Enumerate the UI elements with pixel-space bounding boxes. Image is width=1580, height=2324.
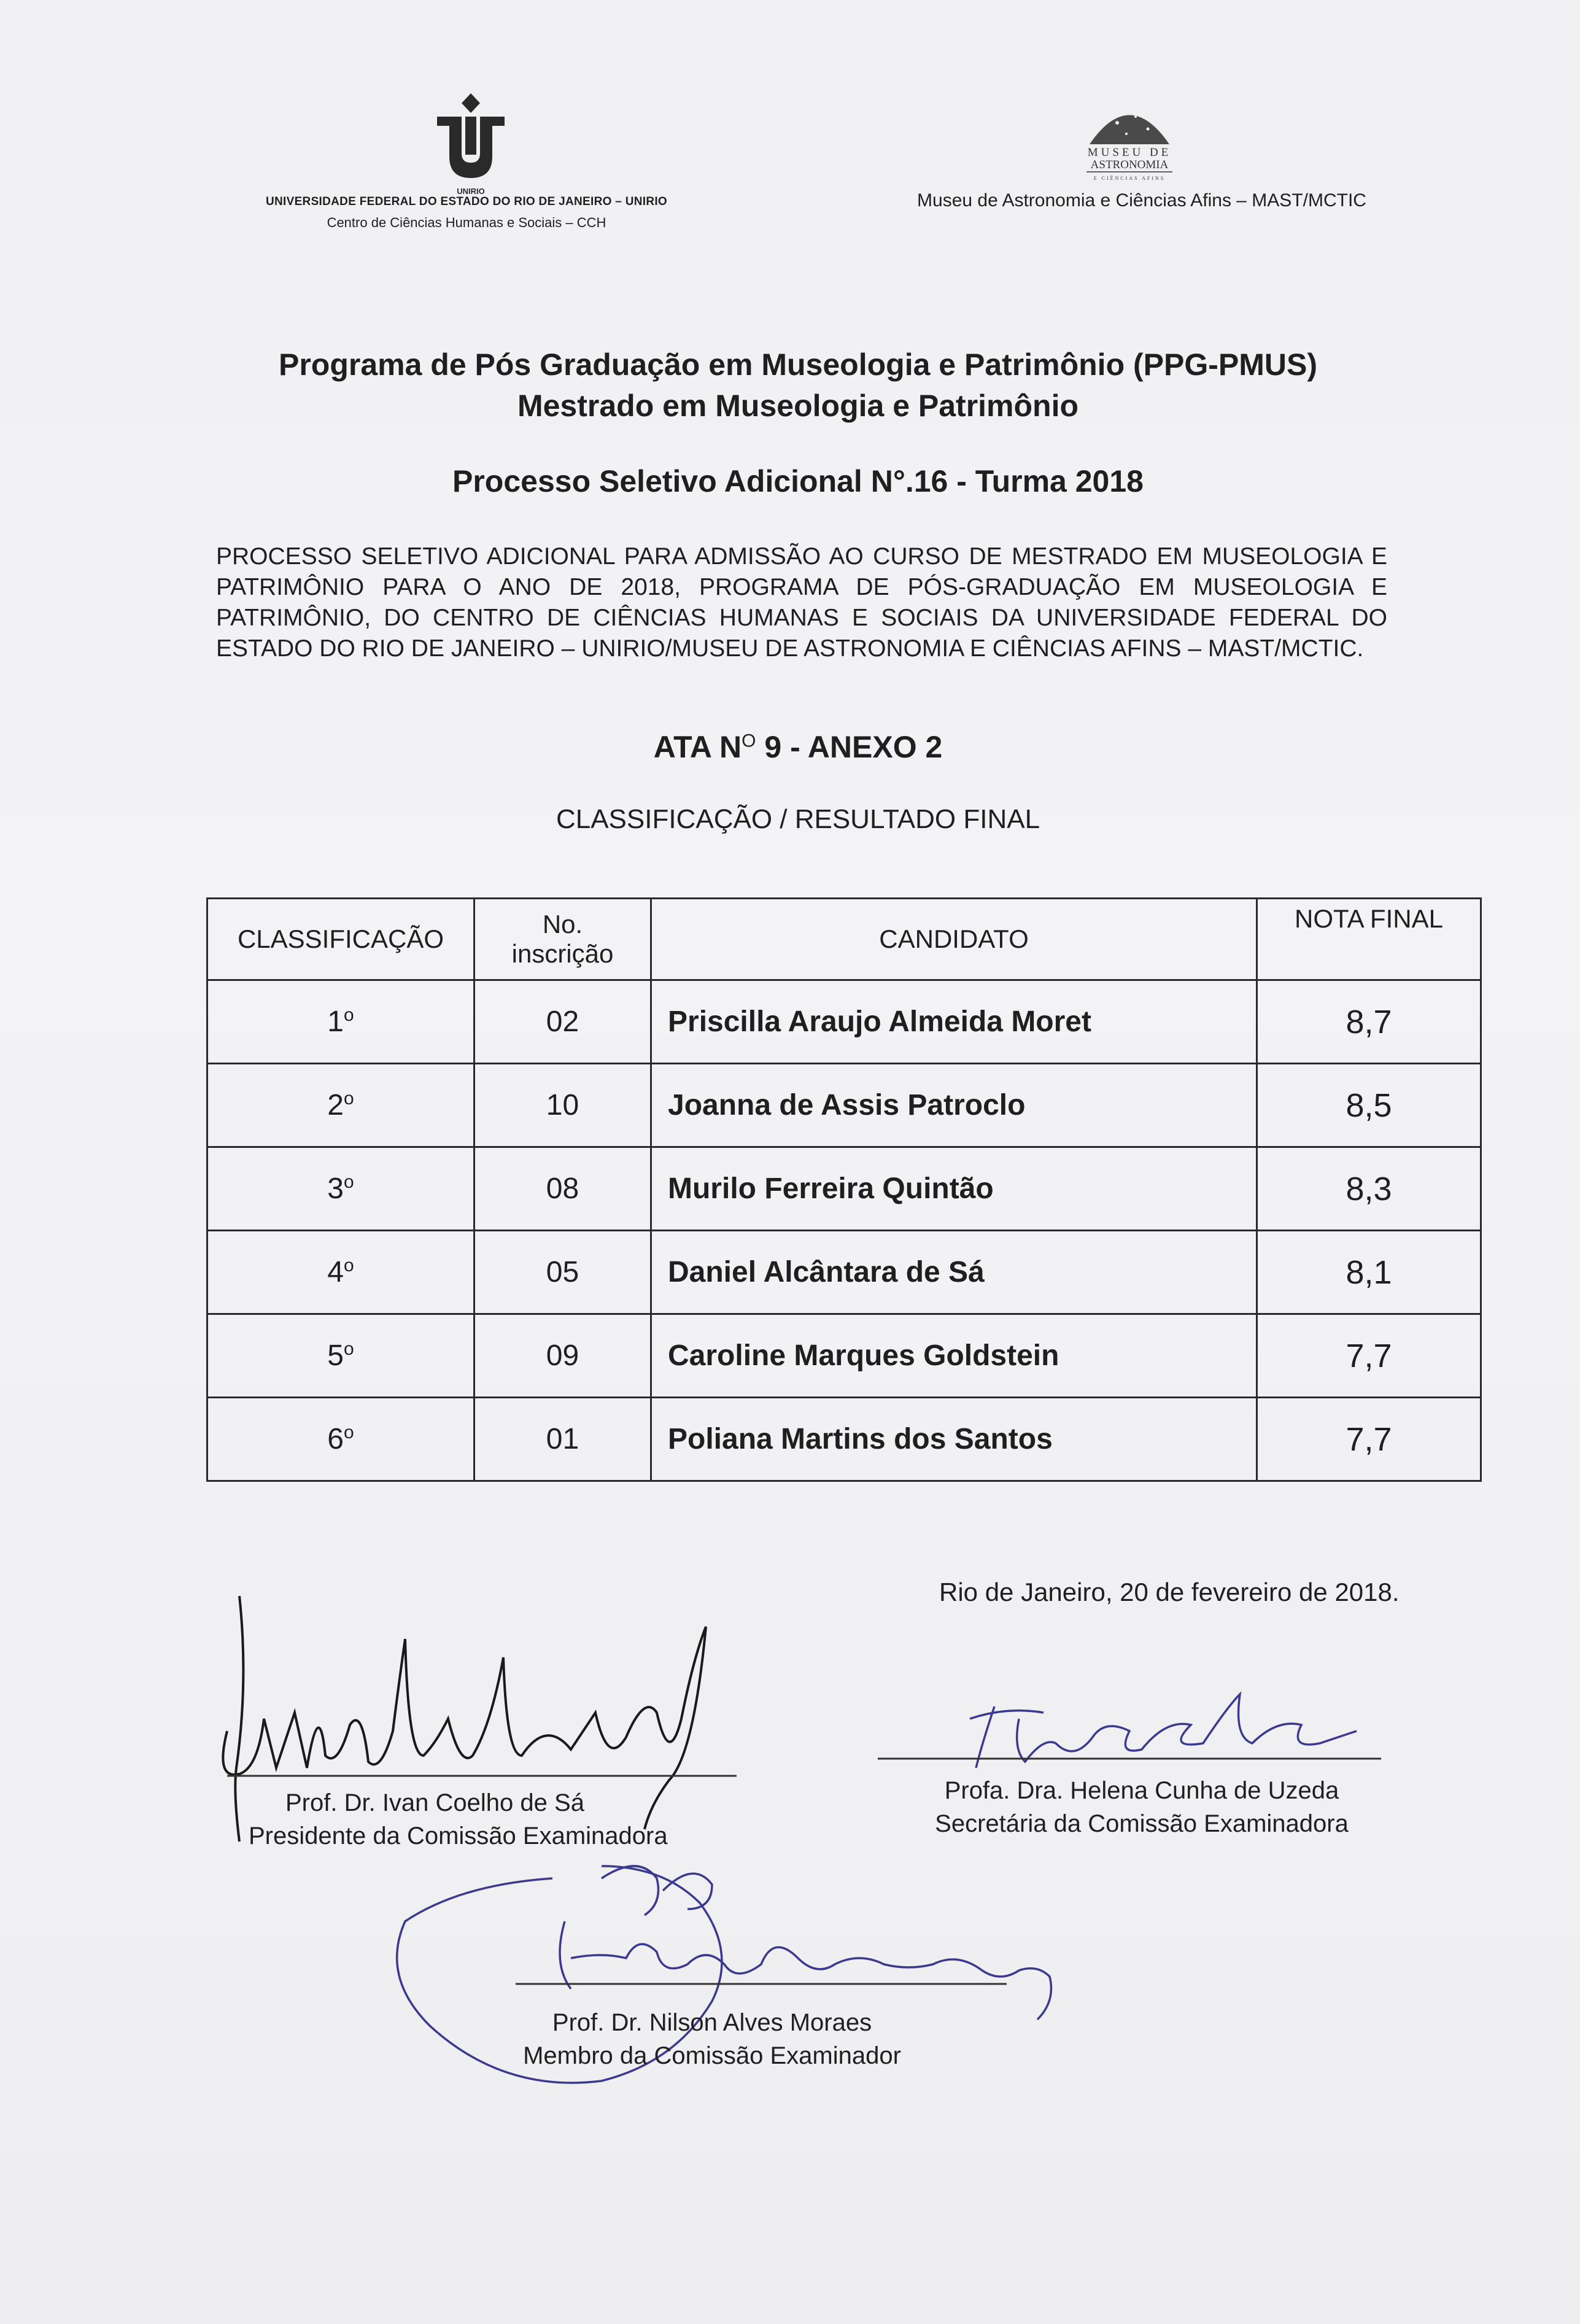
table-row — [207, 1231, 1481, 1314]
header-number: No. inscrição — [474, 899, 651, 980]
signer-role: Secretária da Comissão Examinadora — [935, 1810, 1349, 1837]
candidate-cell: Poliana Martins dos Santos — [651, 1398, 1257, 1481]
mast-logo-icon — [1068, 92, 1191, 184]
candidate-cell: Caroline Marques Goldstein — [651, 1314, 1257, 1398]
number-cell: 09 — [474, 1314, 651, 1398]
grade-cell: 7,7 — [1257, 1398, 1481, 1481]
signature-secretary — [902, 1774, 1381, 1840]
candidate-cell: Murilo Ferreira Quintão — [651, 1147, 1257, 1231]
signer-name: Prof. Dr. Ivan Coelho de Sá — [285, 1789, 584, 1816]
header-candidate: CANDIDATO — [651, 899, 1257, 980]
table-row — [207, 1147, 1481, 1231]
rank-cell: 1$^o$ — [207, 980, 474, 1064]
masters-title: Mestrado em Museologia e Patrimônio — [517, 389, 1079, 423]
svg-text:MUSEU DE: MUSEU DE — [1087, 146, 1172, 159]
museum-name: Museu de Astronomia e Ciências Afins – MAST/MCTIC — [917, 190, 1366, 211]
program-title: Programa de Pós Graduação em Museologia e Patrimônio (PPG-PMUS) — [278, 347, 1318, 382]
signature-secretary-icon — [872, 1682, 1387, 1786]
grade-cell: 8,3 — [1257, 1147, 1481, 1231]
results-table — [206, 897, 1482, 1482]
signer-name: Prof. Dr. Nilson Alves Moraes — [552, 2009, 872, 2036]
grade-cell: 8,7 — [1257, 980, 1481, 1064]
table-row — [207, 1314, 1481, 1398]
signer-role: Presidente da Comissão Examinadora — [249, 1822, 668, 1850]
number-cell: 08 — [474, 1147, 651, 1231]
signature-member — [491, 2006, 933, 2072]
rank-cell: 5$^o$ — [207, 1314, 474, 1398]
table-row — [207, 980, 1481, 1064]
university-name: UNIVERSIDADE FEDERAL DO ESTADO DO RIO DE JANEIRO – UNIRIO — [265, 195, 668, 208]
number-cell: 02 — [474, 980, 651, 1064]
number-cell: 05 — [474, 1231, 651, 1314]
date-line: Rio de Janeiro, 20 de fevereiro de 2018. — [939, 1578, 1400, 1606]
rank-cell: 4$^o$ — [207, 1231, 474, 1314]
result-title: CLASSIFICAÇÃO / RESULTADO FINAL — [556, 804, 1040, 834]
svg-text:E CIÊNCIAS AFINS: E CIÊNCIAS AFINS — [1093, 176, 1166, 181]
rank-cell: 3$^o$ — [207, 1147, 474, 1231]
number-cell: 10 — [474, 1064, 651, 1147]
signer-name: Profa. Dra. Helena Cunha de Uzeda — [944, 1777, 1339, 1804]
candidate-cell: Joanna de Assis Patroclo — [651, 1064, 1257, 1147]
number-cell: 01 — [474, 1398, 651, 1481]
ata-title: ATA $N^O$ 9 - ANEXO 2 — [653, 730, 943, 764]
table-header-row — [207, 899, 1481, 980]
signer-role: Membro da Comissão Examinador — [523, 2042, 901, 2069]
svg-text:UNIRIO: UNIRIO — [457, 187, 485, 196]
header-rank: CLASSIFICAÇÃO — [207, 899, 474, 980]
process-title: Processo Seletivo Adicional N°.16 - Turma 2018 — [452, 464, 1144, 498]
process-description: PROCESSO SELETIVO ADICIONAL PARA ADMISSÃO AO CURSO DE MESTRADO EM MUSEOLOGIA E PATRIMÔNIO PARA O ANO DE 2018, PROGRAMA DE PÓS-GRADUAÇÃO EM MUSEOLOGIA E PATRIMÔNIO, DO CENTRO DE CIÊNCIAS HUMANAS E SOCIAIS DA UNIVERSIDADE FEDERAL DO ESTADO DO RIO DE JANEIRO – UNIRIO/MUSEU DE ASTRONOMIA E CIÊNCIAS AFINS – MAST/MCTIC. — [216, 543, 1387, 662]
rank-cell: 6$^o$ — [207, 1398, 474, 1481]
university-center: Centro de Ciências Humanas e Sociais – CCH — [327, 215, 606, 230]
unirio-logo-icon — [425, 92, 517, 196]
candidate-cell: Daniel Alcântara de Sá — [651, 1231, 1257, 1314]
table-row — [207, 1398, 1481, 1481]
grade-cell: 8,1 — [1257, 1231, 1481, 1314]
rank-cell: 2$^o$ — [207, 1064, 474, 1147]
grade-cell: 7,7 — [1257, 1314, 1481, 1398]
grade-cell: 8,5 — [1257, 1064, 1481, 1147]
header-grade: NOTA FINAL — [1257, 899, 1481, 980]
candidate-cell: Priscilla Araujo Almeida Moret — [651, 980, 1257, 1064]
table-row — [207, 1064, 1481, 1147]
svg-text:ASTRONOMIA: ASTRONOMIA — [1090, 158, 1169, 171]
